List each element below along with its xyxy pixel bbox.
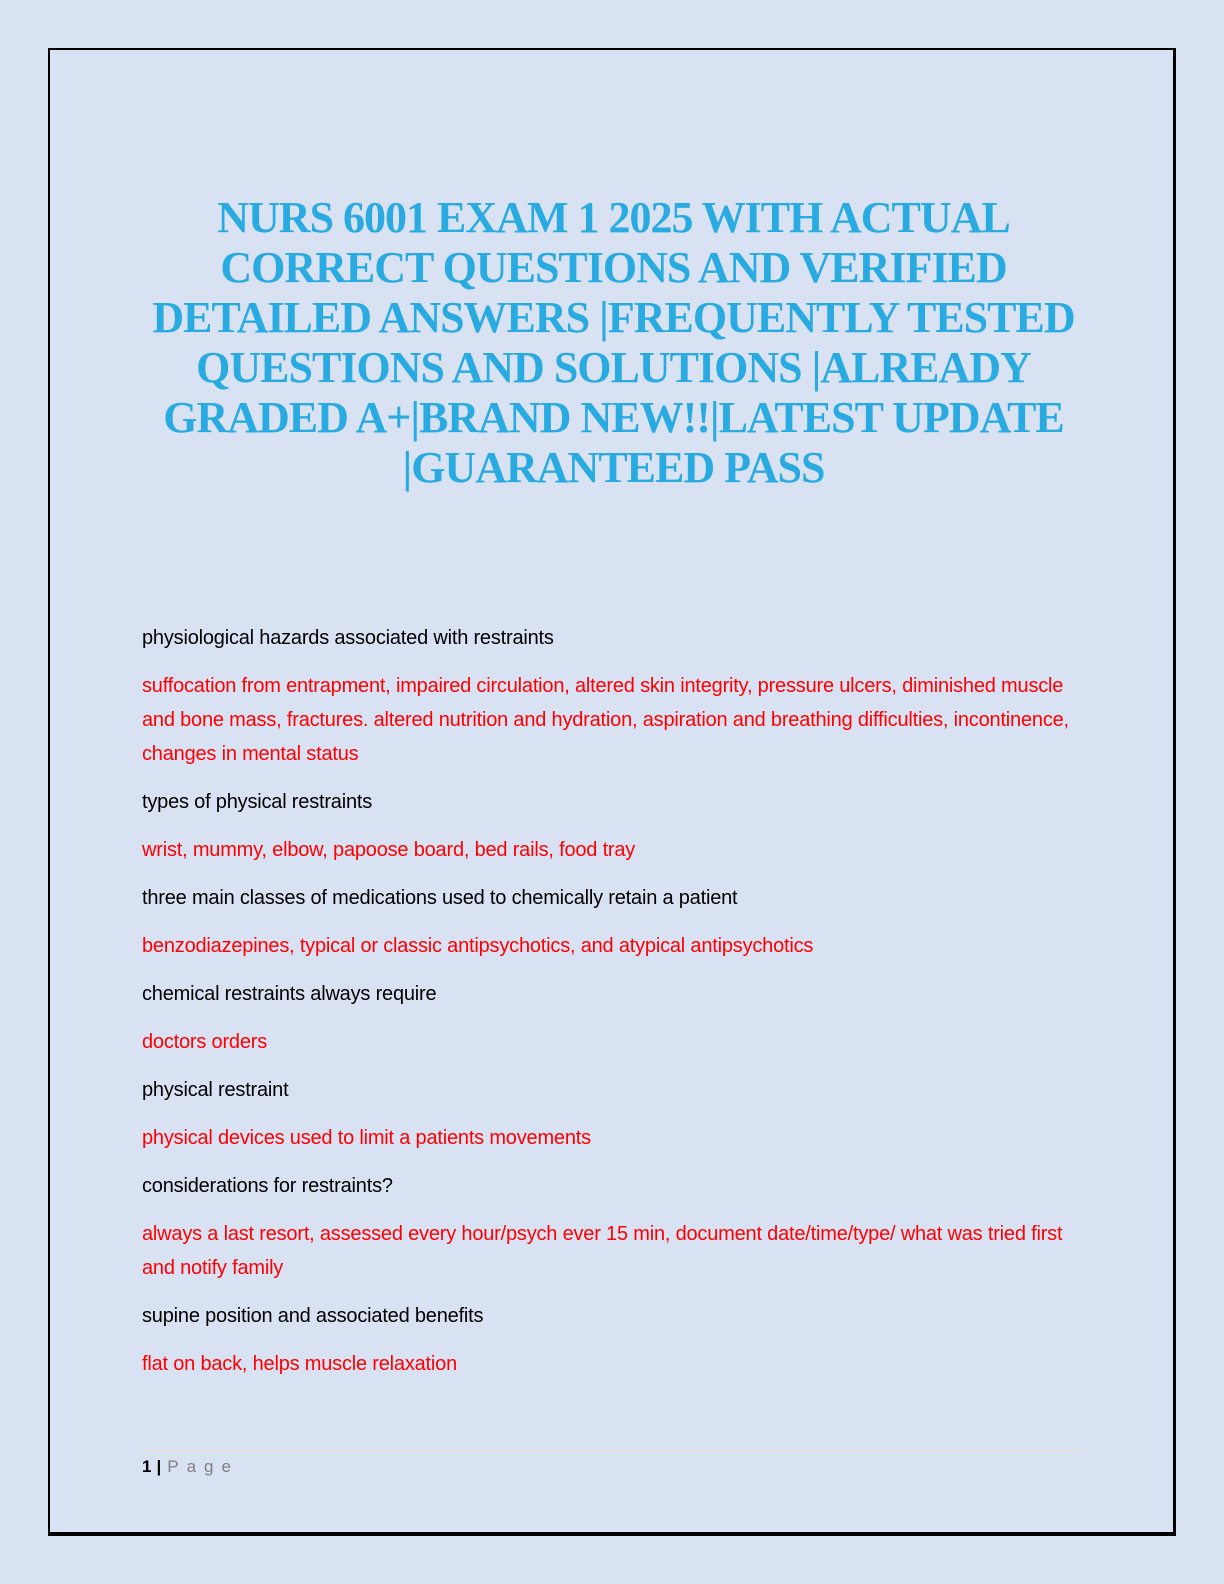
footer-separator: | xyxy=(156,1457,162,1476)
footer-page-label: Page xyxy=(167,1457,239,1476)
question-text: chemical restraints always require xyxy=(142,983,437,1005)
answer-text: doctors orders xyxy=(142,1031,268,1053)
question-text: physiological hazards associated with restraints xyxy=(142,627,554,649)
qa-item xyxy=(142,977,1085,1059)
question-text: supine position and associated benefits xyxy=(142,1305,484,1327)
title-line: CORRECT QUESTIONS AND VERIFIED xyxy=(220,243,1007,292)
qa-item xyxy=(142,1169,1085,1285)
title-line: DETAILED ANSWERS |FREQUENTLY TESTED xyxy=(152,293,1075,342)
page-border-frame xyxy=(48,48,1176,1536)
answer-text: physical devices used to limit a patients movements xyxy=(142,1127,591,1149)
qa-item xyxy=(142,881,1085,963)
document-title xyxy=(142,193,1085,493)
qa-item xyxy=(142,785,1085,867)
title-line: NURS 6001 EXAM 1 2025 WITH ACTUAL xyxy=(217,193,1010,242)
question-text: types of physical restraints xyxy=(142,791,373,813)
question-text: three main classes of medications used to chemically retain a patient xyxy=(142,887,738,909)
qa-item xyxy=(142,1073,1085,1155)
answer-text: always a last resort, assessed every hour/psych ever 15 min, document date/time/type/ what was tried first and notify family xyxy=(142,1223,1063,1279)
answer-text: wrist, mummy, elbow, papoose board, bed rails, food tray xyxy=(142,839,636,861)
question-text: physical restraint xyxy=(142,1079,289,1101)
page-footer xyxy=(142,1450,1085,1477)
qa-list xyxy=(142,621,1085,1381)
page-content xyxy=(142,193,1085,1395)
title-line: GRADED A+|BRAND NEW!!|LATEST UPDATE xyxy=(163,393,1064,442)
answer-text: suffocation from entrapment, impaired circulation, altered skin integrity, pressure ulcers, diminished muscle and bone mass, fractures. altered nutrition and hydration, aspiration and breathing difficulties, incontinence, changes in mental status xyxy=(142,675,1069,765)
page-number: 1 xyxy=(142,1457,152,1476)
qa-item xyxy=(142,621,1085,771)
title-line: QUESTIONS AND SOLUTIONS |ALREADY xyxy=(196,343,1031,392)
answer-text: benzodiazepines, typical or classic antipsychotics, and atypical antipsychotics xyxy=(142,935,814,957)
answer-text: flat on back, helps muscle relaxation xyxy=(142,1353,457,1375)
title-line: |GUARANTEED PASS xyxy=(402,443,825,492)
question-text: considerations for restraints? xyxy=(142,1175,393,1197)
qa-item xyxy=(142,1299,1085,1381)
